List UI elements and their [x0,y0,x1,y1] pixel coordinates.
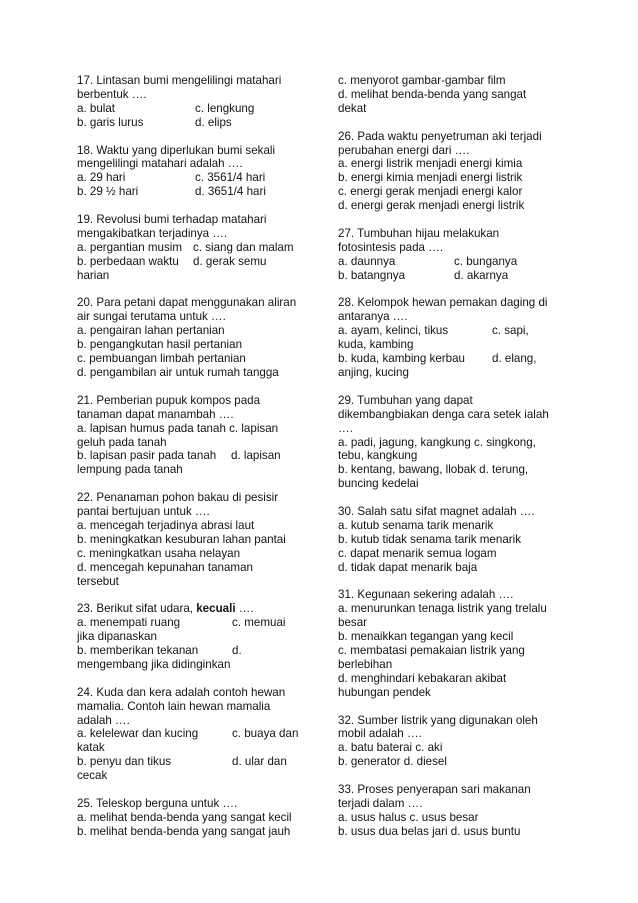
question-19 [77,213,309,283]
answer-row [77,616,309,630]
question-stem: dikembangbiakan denga cara setek ialah [338,407,549,421]
answer-row [77,644,309,658]
question-stem: …. [338,421,353,435]
question-stem: mengakibatkan terjadinya …. [77,226,228,240]
option-b: b. kuda, kambing kerbau [338,352,465,366]
question-32 [338,714,566,770]
right-column [338,74,566,853]
answer-row [77,116,309,130]
question-21 [77,394,309,477]
answer-continuation: tebu, kangkung [338,449,418,463]
question-31 [338,588,566,699]
answer-row [338,324,566,338]
option-d: d. melihat benda-benda yang sangat [338,87,527,101]
answer-row [77,185,309,199]
stem-text: …. [235,602,254,616]
option-b: b. menaikkan tegangan yang kecil [338,630,514,644]
question-stem: fotosintesis pada …. [338,240,444,254]
question-22 [77,491,309,588]
answer-continuation: katak [77,741,105,755]
option-b: b. garis lurus [77,115,144,129]
question-stem: 19. Revolusi bumi terhadap matahari [77,213,267,227]
question-stem: terjadi dalam …. [338,797,423,810]
question-stem: pantai bertujuan untuk …. [77,505,210,519]
question-28 [338,296,566,379]
question-stem: 28. Kelompok hewan pemakan daging di [338,296,548,310]
option-a: a. pergantian musim [77,240,183,254]
answer-continuation: dekat [338,101,367,115]
option-b: b. memberikan tekanan [77,644,199,658]
answer-row [77,171,309,185]
answer-continuation: jika dipanaskan [77,630,157,644]
option-b-d: b. generator d. diesel [338,755,447,769]
question-stem: adalah …. [77,713,130,727]
answer-row [77,755,309,769]
option-d: d. elips [195,115,232,129]
option-a: a. kelelewar dan kucing [77,727,199,741]
option-c: c. membatasi pemakaian listrik yang [338,644,525,658]
answer-continuation: hubungan pendek [338,685,431,699]
option-a: a. energi listrik menjadi energi kimia [338,157,523,171]
question-stem: mamalia. Contoh lain hewan mamalia [77,699,271,713]
option-c: c. pembuangan limbah pertanian [77,352,246,366]
answer-continuation: harian [77,268,110,282]
option-c: c. buaya dan [232,727,299,741]
question-stem: 29. Tumbuhan yang dapat [338,393,473,407]
option-c: c. lengkung [195,101,255,115]
question-24 [77,686,309,783]
option-a: a. 29 hari [77,171,126,185]
option-a: a. ayam, kelinci, tikus [338,324,449,338]
option-a: a. mencegah terjadinya abrasi laut [77,518,255,532]
question-33 [338,783,566,839]
question-stem: 17. Lintasan bumi mengelilingi matahari [77,74,282,87]
question-stem: 27. Tumbuhan hijau melakukan [338,226,500,240]
option-d: d. gerak semu [193,254,267,268]
option-d: d. energi gerak menjadi energi listrik [338,199,525,213]
question-stem: 25. Teleskop berguna untuk …. [77,797,238,810]
option-b-d: b. usus dua belas jari d. usus buntu [338,824,521,838]
option-b: b. kutub tidak senama tarik menarik [338,532,522,546]
answer-continuation: geluh pada tanah [77,435,167,449]
option-b: b. 29 ½ hari [77,185,139,199]
question-stem: 20. Para petani dapat menggunakan aliran [77,296,297,310]
question-stem: 31. Kegunaan sekering adalah …. [338,588,514,602]
option-c: c. meningkatkan usaha nelayan [77,546,241,560]
question-stem: 21. Pemberian pupuk kompos pada [77,393,261,407]
answer-continuation: kuda, kambing [338,338,414,352]
option-d: d. mencegah kepunahan tanaman [77,560,253,574]
answer-row [338,352,566,366]
option-b: b. melihat benda-benda yang sangat jauh [77,824,291,838]
option-b: b. batangnya [338,268,406,282]
question-25-continued [338,74,566,116]
answer-row [338,255,566,269]
option-a: a. pengairan lahan pertanian [77,324,225,338]
option-c: c. memuai [232,616,286,630]
question-25 [77,797,309,839]
answer-continuation: anjing, kucing [338,365,409,379]
option-d: d. [232,644,242,658]
question-stem: berbentuk …. [77,87,147,101]
question-20 [77,296,309,379]
answer-continuation: berlebihan [338,657,393,671]
option-c: c. energi gerak menjadi energi kalor [338,185,523,199]
question-17 [77,74,309,130]
question-27 [338,227,566,283]
option-c: c. menyorot gambar-gambar film [338,74,506,87]
answer-continuation: buncing kedelai [338,477,419,491]
answer-continuation: tersebut [77,574,119,588]
option-c: c. sapi, [492,324,529,338]
answer-row [77,727,309,741]
option-d: d. lapisan [231,449,281,463]
answer-continuation: besar [338,616,368,630]
answer-row [77,255,309,269]
question-18 [77,144,309,200]
question-stem: tanaman dapat manambah …. [77,407,234,421]
answer-continuation: lempung pada tanah [77,463,183,477]
question-stem: 22. Penanaman pohon bakau di pesisir [77,491,279,505]
question-stem: perubahan energi dari …. [338,143,470,157]
option-d: d. elang, [492,352,537,366]
option-d: d. 3651/4 hari [195,185,266,199]
stem-text: 23. Berikut sifat udara, [77,602,197,616]
option-c: c. 3561/4 hari [195,171,266,185]
option-a: a. menurunkan tenaga listrik yang trelalu [338,602,547,616]
left-column [77,74,309,853]
option-d: d. tidak dapat menarik baja [338,560,478,574]
answer-row [77,241,309,255]
question-26 [338,130,566,213]
answer-row [338,269,566,283]
question-stem: 32. Sumber listrik yang digunakan oleh [338,713,538,727]
question-stem [77,602,309,616]
answer-row [77,102,309,116]
option-a-c: a. lapisan humus pada tanah c. lapisan [77,421,279,435]
option-c: c. siang dan malam [193,240,294,254]
question-stem: 18. Waktu yang diperlukan bumi sekali [77,143,276,157]
question-stem: 33. Proses penyerapan sari makanan [338,783,531,797]
option-a-c: a. usus halus c. usus besar [338,810,479,824]
option-c: c. bunganya [454,254,518,268]
question-29 [338,394,566,491]
question-30 [338,505,566,575]
option-b-d: b. kentang, bawang, llobak d. terung, [338,463,529,477]
option-b: b. perbedaan waktu [77,254,179,268]
option-a: a. kutub senama tarik menarik [338,518,494,532]
option-b: b. energi kimia menjadi energi listrik [338,171,523,185]
question-stem: 24. Kuda dan kera adalah contoh hewan [77,685,286,699]
option-a: a. daunnya [338,254,396,268]
question-stem: 30. Salah satu sifat magnet adalah …. [338,505,535,519]
question-23 [77,602,309,672]
option-a: a. bulat [77,101,116,115]
option-a: a. melihat benda-benda yang sangat kecil [77,810,292,824]
question-stem: 26. Pada waktu penyetruman aki terjadi [338,129,542,143]
option-b: b. pengangkutan hasil pertanian [77,338,243,352]
option-a-c: a. padi, jagung, kangkung c. singkong, [338,435,536,449]
answer-continuation: mengembang jika didinginkan [77,657,231,671]
option-b: b. lapisan pasir pada tanah [77,449,217,463]
question-stem: mengelilingi matahari adalah …. [77,157,243,171]
option-b: b. penyu dan tikus [77,755,172,769]
question-stem: air sungai terutama untuk …. [77,310,226,324]
option-c: c. dapat menarik semua logam [338,546,497,560]
answer-continuation: cecak [77,769,108,783]
question-stem: mobil adalah …. [338,727,422,741]
option-d: d. ular dan [232,755,287,769]
option-a: a. menempati ruang [77,616,181,630]
stem-keyword: kecuali [196,602,236,616]
option-b: b. meningkatkan kesuburan lahan pantai [77,532,286,546]
option-d: d. pengambilan air untuk rumah tangga [77,365,279,379]
question-stem: antaranya …. [338,310,408,324]
option-d: d. menghindari kebakaran akibat [338,671,507,685]
answer-row [77,449,309,463]
option-a-c: a. batu baterai c. aki [338,741,443,755]
option-d: d. akarnya [454,268,509,282]
